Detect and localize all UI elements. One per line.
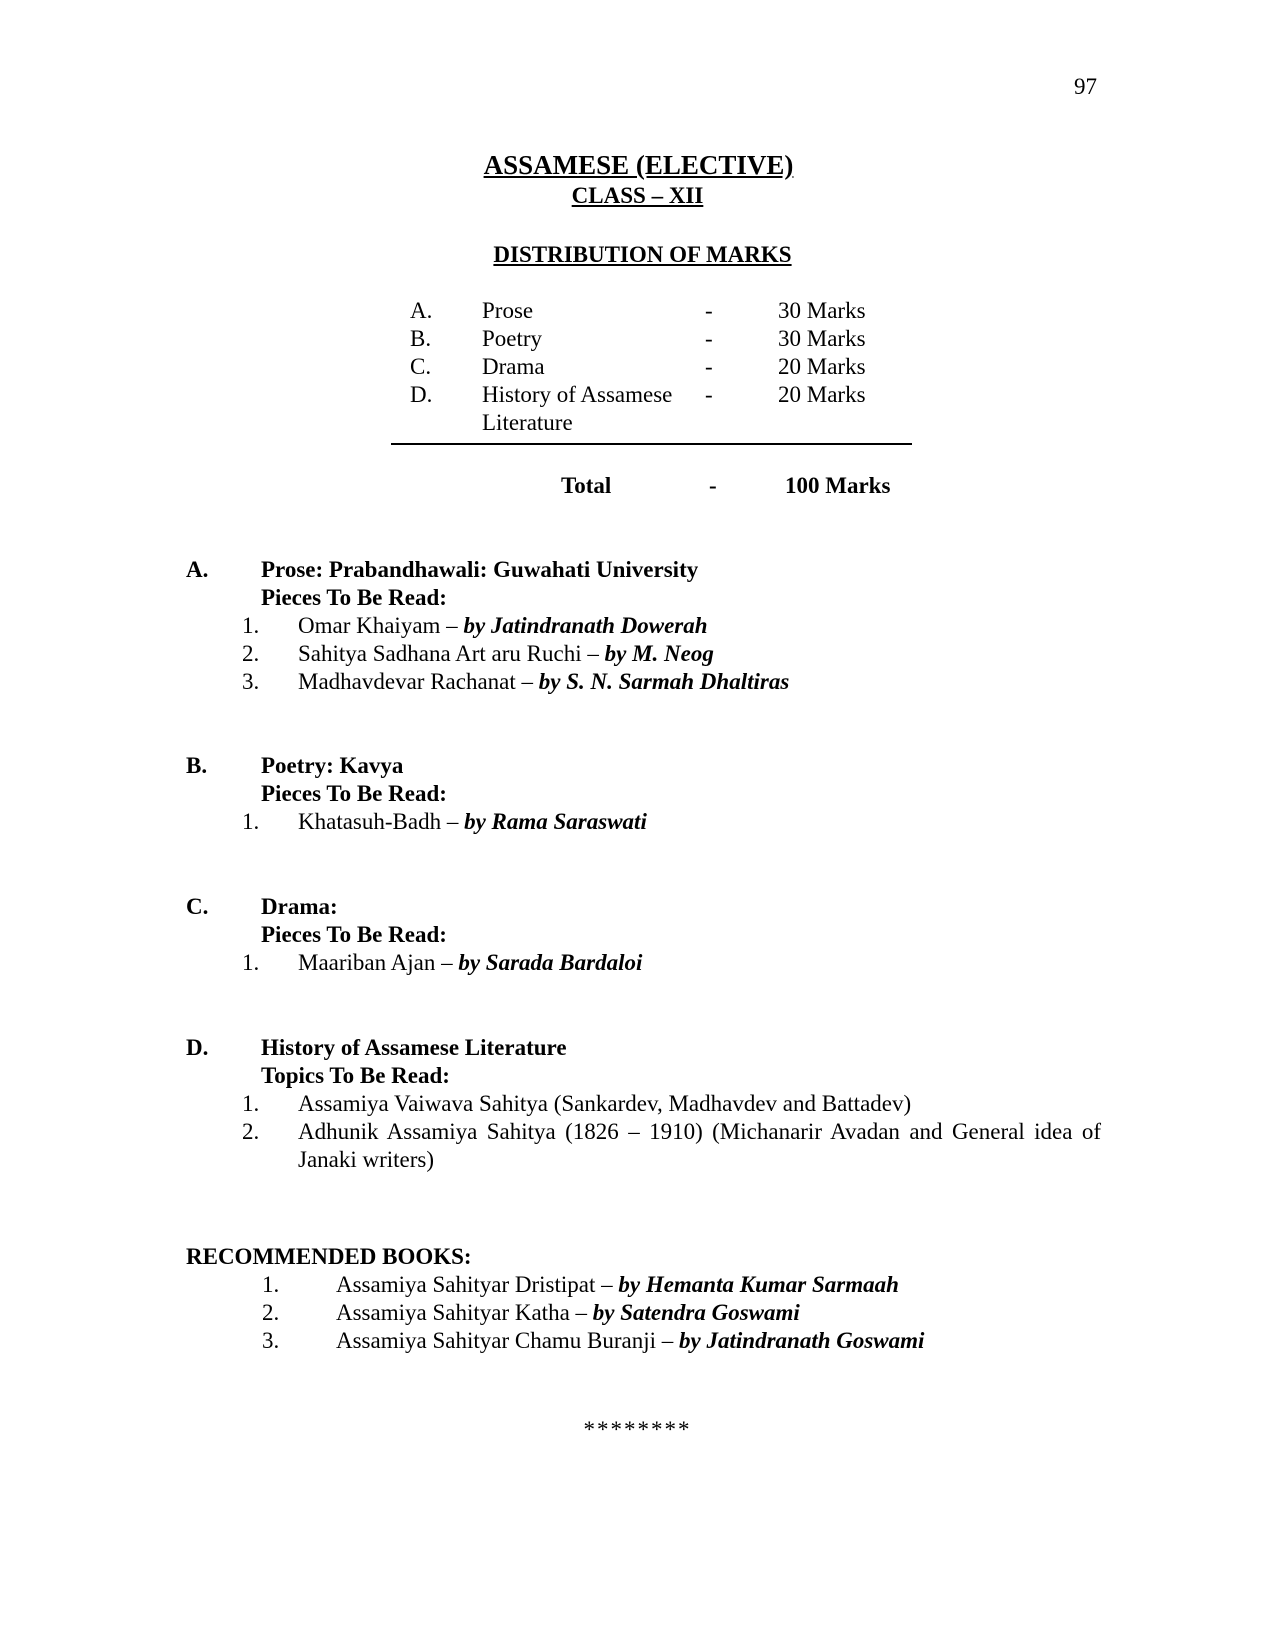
item-author: by Sarada Bardaloi (458, 950, 643, 975)
topic-list (242, 1090, 1101, 1174)
book-title: Assamiya Sahityar Dristipat – (336, 1272, 619, 1297)
reading-list (242, 808, 1101, 836)
item-author: by Rama Saraswati (464, 809, 647, 834)
marks-subject: History of Assamese Literature (482, 382, 673, 435)
marks-letter: C. (410, 354, 432, 379)
marks-dash: - (705, 298, 713, 323)
section-letter: A. (186, 557, 209, 582)
list-item (242, 949, 1101, 977)
book-item (262, 1299, 924, 1327)
total-dash: - (709, 473, 717, 498)
marks-table (410, 297, 938, 437)
marks-letter: A. (410, 298, 433, 323)
list-item (242, 1118, 1101, 1174)
item-title: Khatasuh-Badh – (298, 809, 465, 834)
marks-value: 20 Marks (778, 382, 866, 407)
marks-subject: Prose (482, 298, 534, 323)
recommended-books-list (262, 1271, 924, 1355)
book-author: by Satendra Goswami (592, 1300, 800, 1325)
reading-list (242, 612, 1101, 696)
marks-dash: - (705, 382, 713, 407)
book-title: Assamiya Sahityar Katha – (336, 1300, 593, 1325)
list-item (242, 612, 1101, 640)
section-subheading: Topics To Be Read: (261, 1063, 450, 1088)
section-heading: History of Assamese Literature (261, 1035, 567, 1060)
section-subheading: Pieces To Be Read: (261, 585, 447, 610)
reading-list (242, 949, 1101, 977)
section-subheading: Pieces To Be Read: (261, 781, 447, 806)
list-item (242, 1090, 1101, 1118)
marks-subject: Drama (482, 354, 545, 379)
book-item (262, 1271, 924, 1299)
item-number: 1. (262, 1272, 280, 1297)
section-heading: Prose: Prabandhawali: Guwahati University (261, 557, 699, 582)
total-label: Total (561, 473, 612, 498)
section-letter: B. (186, 753, 208, 778)
total-divider (391, 443, 912, 445)
item-number: 1. (242, 950, 260, 975)
item-number: 1. (242, 1091, 260, 1116)
book-author: by Hemanta Kumar Sarmaah (618, 1272, 899, 1297)
distribution-heading: DISTRIBUTION OF MARKS (493, 242, 792, 267)
page-number: 97 (1074, 74, 1097, 99)
book-item (262, 1327, 924, 1355)
marks-dash: - (705, 354, 713, 379)
list-item (242, 668, 1101, 696)
total-value: 100 Marks (785, 473, 891, 498)
item-number: 2. (242, 641, 260, 666)
item-author: by S. N. Sarmah Dhaltiras (538, 669, 790, 694)
item-number: 3. (262, 1328, 280, 1353)
book-author: by Jatindranath Goswami (679, 1328, 925, 1353)
item-number: 1. (242, 809, 260, 834)
item-author: by Jatindranath Dowerah (463, 613, 708, 638)
item-number: 2. (242, 1119, 260, 1144)
item-title: Assamiya Vaiwava Sahitya (Sankardev, Madhavdev and Battadev) (298, 1091, 912, 1116)
marks-row (410, 325, 938, 353)
marks-row (410, 353, 938, 381)
recommended-books-heading: RECOMMENDED BOOKS: (186, 1244, 472, 1269)
marks-row (410, 381, 938, 437)
section-subheading: Pieces To Be Read: (261, 922, 447, 947)
class-label: CLASS – XII (571, 183, 704, 208)
item-number: 3. (242, 669, 260, 694)
section-letter: C. (186, 894, 209, 919)
end-of-section-mark: ******** (583, 1417, 692, 1442)
marks-letter: B. (410, 326, 432, 351)
list-item (242, 640, 1101, 668)
item-title: Madhavdevar Rachanat – (298, 669, 539, 694)
section-heading: Poetry: Kavya (261, 753, 404, 778)
item-title: Adhunik Assamiya Sahitya (1826 – 1910) (Michanarir Avadan and General idea of Janaki writers) (298, 1119, 1101, 1172)
book-title: Assamiya Sahityar Chamu Buranji – (336, 1328, 680, 1353)
marks-dash: - (705, 326, 713, 351)
marks-subject: Poetry (482, 326, 543, 351)
list-item (242, 808, 1101, 836)
item-title: Maariban Ajan – (298, 950, 459, 975)
item-title: Sahitya Sadhana Art aru Ruchi – (298, 641, 605, 666)
marks-value: 20 Marks (778, 354, 866, 379)
item-title: Omar Khaiyam – (298, 613, 464, 638)
item-author: by M. Neog (604, 641, 714, 666)
marks-value: 30 Marks (778, 326, 866, 351)
marks-value: 30 Marks (778, 298, 866, 323)
item-number: 1. (242, 613, 260, 638)
page-title: ASSAMESE (ELECTIVE) (483, 150, 794, 180)
section-heading: Drama: (261, 894, 338, 919)
item-number: 2. (262, 1300, 280, 1325)
marks-row (410, 297, 938, 325)
section-letter: D. (186, 1035, 209, 1060)
marks-letter: D. (410, 382, 433, 407)
